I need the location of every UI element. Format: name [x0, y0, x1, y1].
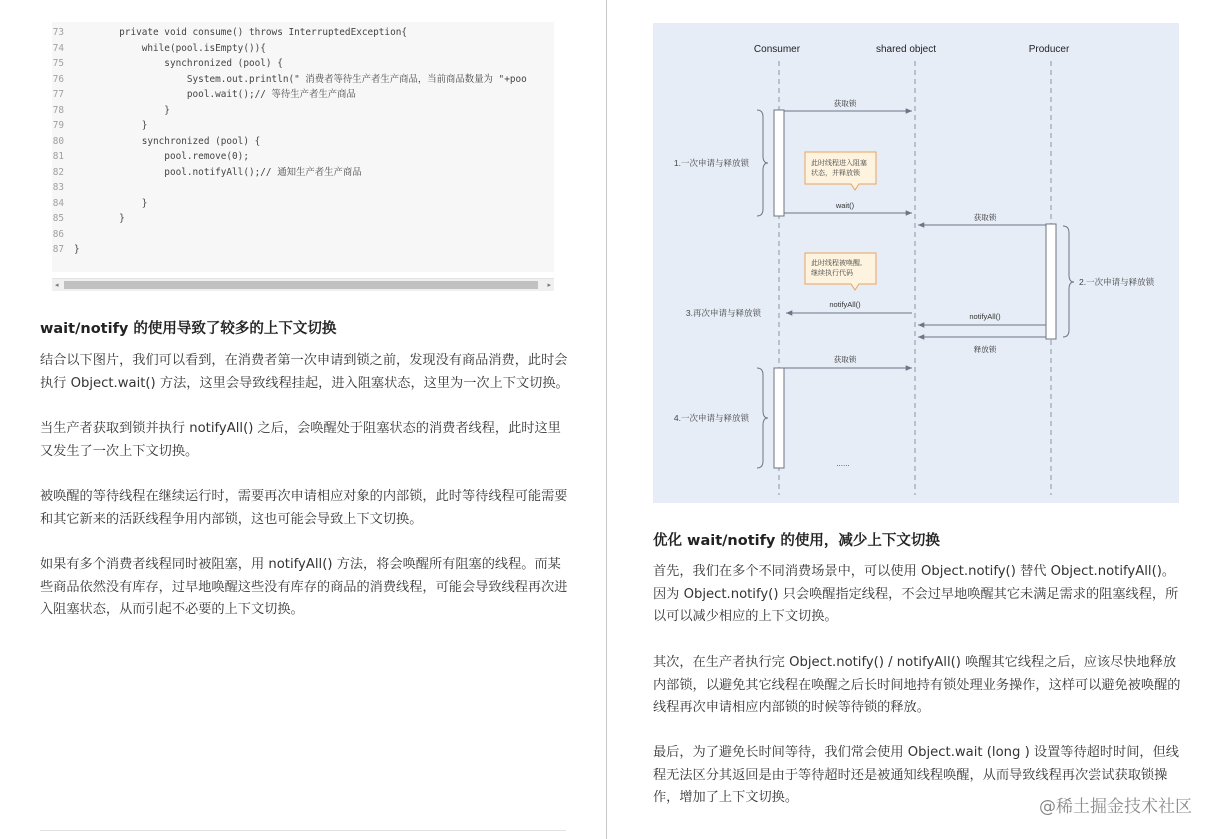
code-text: synchronized (pool) {: [74, 58, 283, 69]
note-blocked-line-1: 此时线程进入阻塞: [811, 160, 867, 167]
note-blocked: [805, 152, 876, 190]
note-awakened-line-2: 继续执行代码: [811, 270, 853, 277]
code-line: [52, 211, 554, 227]
code-text: pool.notifyAll();// 通知生产者生产商品: [74, 166, 362, 178]
paragraph-4: 如果有多个消费者线程同时被阻塞，用 notifyAll() 方法，将会唤醒所有阻塞的线程。而某些商品依然没有库存，过早地唤醒这些没有库存的商品的消费线程，可能会导致线程再次进入阻塞状态，从而引起不必要的上下文切换。: [40, 557, 568, 617]
code-line: [52, 180, 554, 196]
brace-2-label: 2.一次申请与释放锁: [1079, 277, 1155, 287]
code-line: [52, 196, 554, 212]
code-line: [52, 41, 554, 57]
code-text: synchronized (pool) {: [74, 135, 261, 147]
diagram-background: [653, 23, 1179, 503]
line-number: 84: [52, 197, 64, 209]
code-line: [52, 103, 554, 119]
ellipsis: ......: [836, 459, 850, 468]
line-number: 83: [52, 182, 64, 193]
note-blocked-line-2: 状态，并释放锁: [811, 170, 860, 177]
code-line: [52, 87, 554, 103]
notify-all-label-right: notifyAll(): [969, 312, 1001, 321]
paragraph-1: 结合以下图片，我们可以看到，在消费者第一次申请到锁之前，发现没有商品消费，此时会执行 Object.wait() 方法，这里会导致线程挂起，进入阻塞状态，这里为一次上下文切换。: [40, 353, 569, 391]
code-text: }: [74, 197, 148, 209]
line-number: 82: [52, 166, 64, 178]
right-page: [607, 0, 1214, 839]
code-text: }: [74, 244, 80, 255]
consumer-activation-2: [774, 368, 784, 468]
line-number: 75: [52, 58, 64, 69]
sequence-diagram: [653, 23, 1179, 503]
code-text: pool.remove(0);: [74, 151, 249, 162]
line-number: 87: [52, 244, 64, 255]
acquire-lock-label-1: 获取锁: [833, 99, 857, 108]
notify-all-label-left: notifyAll(): [829, 300, 861, 309]
code-text: }: [74, 104, 170, 116]
line-number: 81: [52, 151, 64, 162]
code-line: [52, 165, 554, 181]
code-text: private void consume() throws InterruptedException{: [74, 27, 408, 38]
code-text: }: [74, 213, 125, 224]
actor-consumer: Consumer: [753, 44, 801, 55]
code-line: [52, 149, 554, 165]
line-number: 86: [52, 228, 64, 240]
paragraph-right-2: 其次，在生产者执行完 Object.notify() / notifyAll() 唤醒其它线程之后，应该尽快地释放内部锁，以避免其它线程在唤醒之后长时间地持有锁处理业务操作，这样可以避免被唤醒的线程再次申请相应内部锁的时候等待锁的释放。: [653, 655, 1181, 715]
brace-1-label: 1.一次申请与释放锁: [673, 158, 749, 168]
line-number: 74: [52, 42, 64, 54]
consumer-activation-1: [774, 110, 784, 216]
line-number: 80: [52, 135, 64, 147]
code-line: [52, 72, 554, 88]
code-text: pool.wait();// 等待生产者生产商品: [74, 89, 356, 100]
code-line: [52, 118, 554, 134]
code-text: System.out.println(" 消费者等待生产者生产商品，当前商品数量为 "+poo: [74, 73, 527, 85]
section-heading: wait/notify 的使用导致了较多的上下文切换: [40, 321, 337, 337]
divider: [40, 830, 566, 831]
left-page: [0, 0, 606, 839]
line-number: 77: [52, 89, 64, 100]
line-number: 85: [52, 213, 64, 224]
code-horizontal-scrollbar[interactable]: [52, 278, 554, 291]
brace-3-label: 3.再次申请与释放锁: [685, 308, 761, 318]
code-text: }: [74, 120, 148, 131]
line-number: 73: [52, 27, 64, 38]
line-number: 78: [52, 104, 64, 116]
line-number: 76: [52, 73, 64, 85]
section-heading-right: 优化 wait/notify 的使用，减少上下文切换: [653, 533, 940, 549]
paragraph-3: 被唤醒的等待线程在继续运行时，需要再次申请相应对象的内部锁，此时等待线程可能需要和其它新来的活跃线程争用内部锁，这也可能会导致上下文切换。: [40, 489, 568, 527]
watermark: @稀土掘金技术社区: [1039, 797, 1192, 817]
note-awakened-line-1: 此时线程被唤醒,: [811, 260, 862, 267]
code-line: [52, 134, 554, 150]
release-lock-label: 释放锁: [973, 345, 997, 354]
wait-label: wait(): [835, 201, 855, 210]
acquire-lock-label-3: 获取锁: [833, 355, 857, 364]
actor-producer: Producer: [1028, 44, 1070, 55]
producer-activation: [1046, 224, 1056, 339]
paragraph-right-3: 最后，为了避免长时间等待，我们常会使用 Object.wait (long ) 设置等待超时时间，但线程无法区分其返回是由于等待超时还是被通知线程唤醒，从而导致线程再次尝试获取锁操作，增加了上下文切换。: [653, 745, 1179, 805]
paragraph-2: 当生产者获取到锁并执行 notifyAll() 之后，会唤醒处于阻塞状态的消费者线程，此时这里又发生了一次上下文切换。: [40, 421, 561, 459]
note-awakened: [805, 253, 876, 290]
code-line: [52, 242, 554, 258]
brace-4-label: 4.一次申请与释放锁: [673, 413, 749, 423]
line-number: 79: [52, 120, 64, 131]
acquire-lock-label-2: 获取锁: [973, 213, 997, 222]
code-line: [52, 227, 554, 243]
code-text: while(pool.isEmpty()){: [74, 42, 266, 54]
code-block: [52, 22, 554, 272]
scrollbar-thumb[interactable]: [64, 281, 538, 289]
actor-shared-object: shared object: [875, 44, 937, 55]
code-line: [52, 56, 554, 72]
code-line: [52, 25, 554, 41]
paragraph-right-1: 首先，我们在多个不同消费场景中，可以使用 Object.notify() 替代 Object.notifyAll()。因为 Object.notify() 只会唤醒指定线程，不会过早地唤醒其它未满足需求的阻塞线程，所以可以减少相应的上下文切换。: [653, 564, 1179, 624]
scroll-right-arrow-icon[interactable]: ▸: [547, 281, 551, 289]
scroll-left-arrow-icon[interactable]: ◂: [55, 281, 59, 289]
